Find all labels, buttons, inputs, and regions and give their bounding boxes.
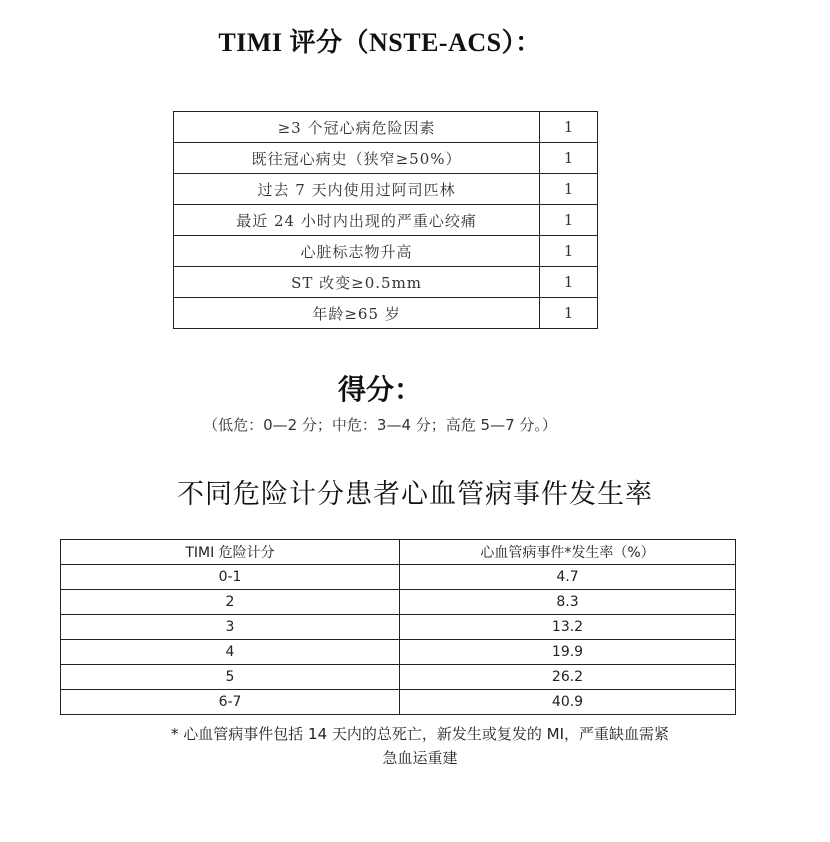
score-ranges-note: （低危：0—2 分；中危：3—4 分；高危 5—7 分。） <box>203 416 557 434</box>
table-row <box>174 112 598 143</box>
column-header-rate: 心血管病事件*发生率（%） <box>400 540 736 565</box>
rate-cell: 8.3 <box>400 590 736 615</box>
rate-cell: 40.9 <box>400 690 736 715</box>
table-row <box>61 690 736 715</box>
table-row <box>174 143 598 174</box>
criterion-label: 年龄≥65 岁 <box>174 298 540 329</box>
score-cell: 2 <box>61 590 400 615</box>
table-row <box>61 640 736 665</box>
rate-cell: 4.7 <box>400 565 736 590</box>
score-cell: 0-1 <box>61 565 400 590</box>
criterion-points: 1 <box>540 236 598 267</box>
footnote <box>90 722 750 770</box>
footnote-line: 急血运重建 <box>382 749 458 767</box>
criterion-points: 1 <box>540 174 598 205</box>
criterion-points: 1 <box>540 143 598 174</box>
criterion-label: 既往冠心病史（狭窄≥50%） <box>174 143 540 174</box>
table-row <box>174 205 598 236</box>
event-rate-table <box>60 539 736 715</box>
column-header-score: TIMI 危险计分 <box>61 540 400 565</box>
event-rate-heading: 不同危险计分患者心血管病事件发生率 <box>177 479 653 510</box>
table-row <box>174 236 598 267</box>
criterion-label: 最近 24 小时内出现的严重心绞痛 <box>174 205 540 236</box>
score-cell: 3 <box>61 615 400 640</box>
table-row <box>174 174 598 205</box>
rate-cell: 13.2 <box>400 615 736 640</box>
criterion-points: 1 <box>540 298 598 329</box>
criterion-label: ST 改变≥0.5mm <box>174 267 540 298</box>
table-header-row <box>61 540 736 565</box>
rate-cell: 19.9 <box>400 640 736 665</box>
criterion-label: 心脏标志物升高 <box>174 236 540 267</box>
table-row <box>174 267 598 298</box>
footnote-line: * 心血管病事件包括 14 天内的总死亡，新发生或复发的 MI，严重缺血需紧 <box>170 725 670 743</box>
rate-cell: 26.2 <box>400 665 736 690</box>
timi-criteria-table <box>173 111 598 329</box>
table-row <box>61 565 736 590</box>
criterion-points: 1 <box>540 267 598 298</box>
criterion-points: 1 <box>540 112 598 143</box>
table-row <box>61 590 736 615</box>
criterion-label: ≥3 个冠心病危险因素 <box>174 112 540 143</box>
criterion-points: 1 <box>540 205 598 236</box>
score-heading: 得分： <box>337 373 422 406</box>
page-title: TIMI 评分（NSTE-ACS）： <box>218 28 542 57</box>
score-cell: 6-7 <box>61 690 400 715</box>
table-row <box>61 615 736 640</box>
table-row <box>174 298 598 329</box>
score-cell: 5 <box>61 665 400 690</box>
table-row <box>61 665 736 690</box>
score-cell: 4 <box>61 640 400 665</box>
criterion-label: 过去 7 天内使用过阿司匹林 <box>174 174 540 205</box>
